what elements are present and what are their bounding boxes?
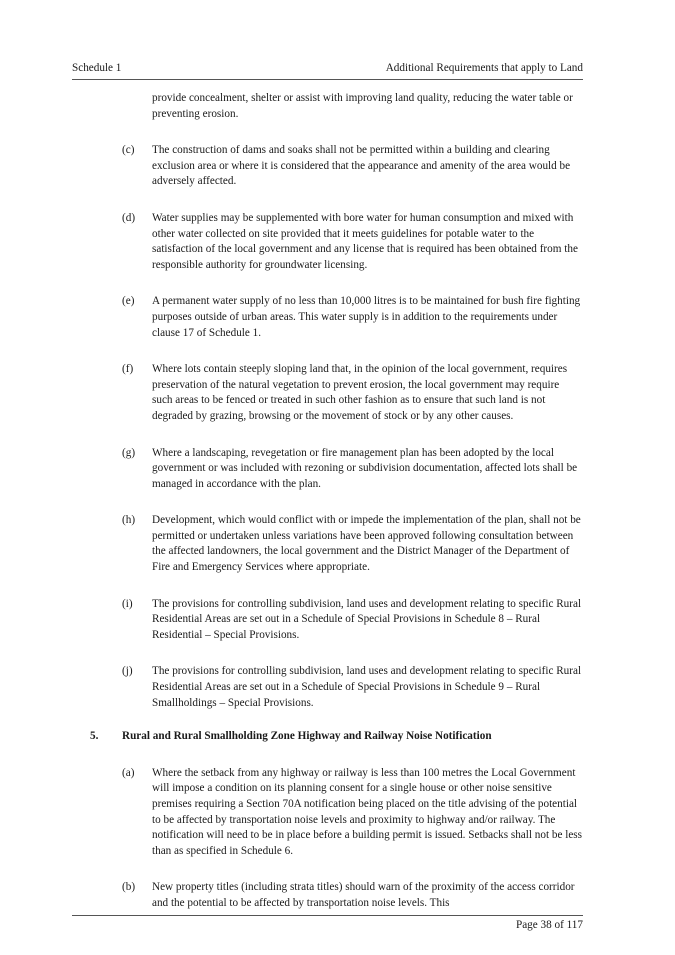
header-schedule: Schedule 1 <box>72 62 122 74</box>
item-text: New property titles (including strata titles) should warn of the proximity of the access corridor and the potential to be affected by transportation noise levels. This <box>152 881 575 909</box>
item-text: Where lots contain steeply sloping land that, in the opinion of the local government, requires preservation of the natural vegetation to prevent erosion, the local government may require such areas to be fenced or treated in such other fashion as to ensure that such land is not degraded by grazing, browsing or the movement of stock or by any other causes. <box>152 363 568 422</box>
item-text: Where the setback from any highway or railway is less than 100 metres the Local Government will impose a condition on its planning consent for a single house or other noise sensitive premises requiring a Section 70A notification being placed on the title advising of the potential to be affected by transportation noise levels and proximity to highway and/or railway. The notification will need to be in place before a building permit is issued. Setbacks shall not be less than as specified in Schedule 6. <box>152 766 582 857</box>
item-label: (f) <box>122 363 134 376</box>
document-body <box>72 91 583 912</box>
list-item <box>122 446 582 493</box>
item-text: The construction of dams and soaks shall not be permitted within a building and clearing exclusion area or where it is considered that the appearance and amenity of the area would be adversely affected. <box>152 144 571 188</box>
item-label: (b) <box>122 881 136 894</box>
item-text: A permanent water supply of no less than 10,000 litres is to be maintained for bush fire fighting purposes outside of urban areas. This water supply is in addition to the requirements under clause 17 of Schedule 1. <box>152 295 581 339</box>
list-item <box>122 513 582 575</box>
list-item <box>122 362 582 424</box>
item-text: Where a landscaping, revegetation or fire management plan has been adopted by the local government or was included with rezoning or subdivision documentation, affected lots shall be managed in accordance with the plan. <box>152 446 578 490</box>
section-number: 5. <box>90 730 99 743</box>
section-title: Rural and Rural Smallholding Zone Highway and Railway Noise Notification <box>122 730 492 743</box>
page-header <box>72 62 583 78</box>
item-text: The provisions for controlling subdivision, land uses and development relating to specific Rural Residential Areas are set out in a Schedule of Special Provisions in Schedule 8 – Rural Residential – Special Provisions. <box>152 597 582 641</box>
item-label: (e) <box>122 295 135 308</box>
item-label: (j) <box>122 665 133 678</box>
list-item <box>122 766 582 860</box>
header-rule <box>72 79 583 80</box>
page-number: Page 38 of 117 <box>515 919 583 931</box>
item-label: (h) <box>122 514 136 527</box>
item-label: (c) <box>122 144 135 157</box>
header-title: Additional Requirements that apply to Land <box>385 62 583 74</box>
list-item <box>122 294 582 341</box>
item-text: Development, which would conflict with or impede the implementation of the plan, shall not be permitted or undertaken unless variations have been approved following consultation between the affected landowners, the local government and the District Manager of the Department of Fire and Emergency Services where appropriate. <box>152 514 581 574</box>
section-heading <box>72 729 583 745</box>
list-item <box>122 597 582 644</box>
item-label: (i) <box>122 597 133 610</box>
continuation-paragraph: provide concealment, shelter or assist with improving land quality, reducing the water table or preventing erosion. <box>152 92 573 120</box>
item-label: (d) <box>122 211 136 224</box>
list-item <box>122 143 582 190</box>
item-label: (g) <box>122 446 136 459</box>
list-item <box>122 880 582 911</box>
item-label: (a) <box>122 766 135 779</box>
item-text: The provisions for controlling subdivision, land uses and development relating to specific Rural Residential Areas are set out in a Schedule of Special Provisions in Schedule 9 – Rural Smallholdings – Special Provisions. <box>152 665 582 709</box>
item-text: Water supplies may be supplemented with bore water for human consumption and mixed with other water collected on site provided that it meets guidelines for potable water to the satisfaction of the local government and any license that is required has been obtained from the responsible authority for groundwater licensing. <box>152 211 578 271</box>
list-item <box>122 211 582 273</box>
list-item <box>122 664 582 711</box>
footer-rule <box>72 915 583 916</box>
